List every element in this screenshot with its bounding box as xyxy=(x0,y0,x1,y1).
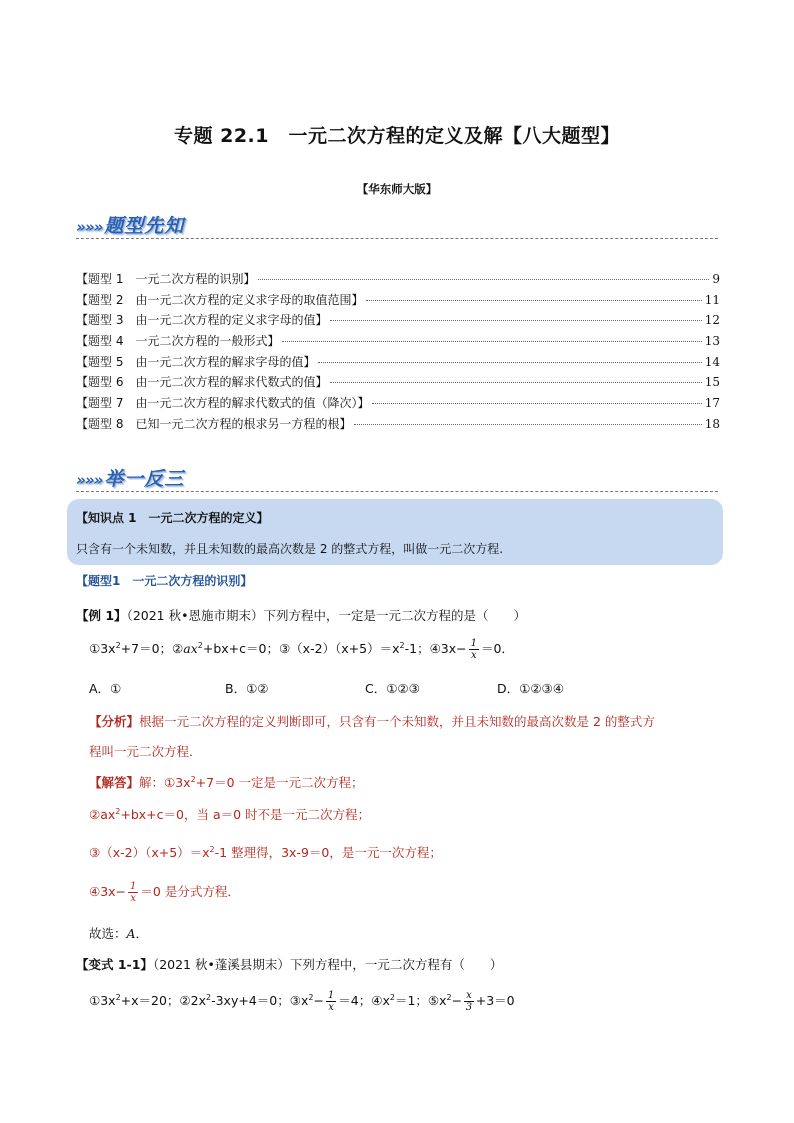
question-type-heading: 【题型1 一元二次方程的识别】 xyxy=(76,574,253,588)
toc-leader xyxy=(372,403,701,404)
analysis-line-1: 【分析】根据一元二次方程的定义判断即可，只含有一个未知数，并且未知数的最高次数是 2 的整式方 xyxy=(89,714,655,729)
banner-label: 题型先知 xyxy=(104,215,185,237)
conclusion-line: 故选：A． xyxy=(89,926,149,941)
fraction: $\frac{1}{x}$ xyxy=(130,881,137,904)
banner-arrows-icon: »»» xyxy=(76,471,103,489)
edition-subtitle: 【华东师大版】 xyxy=(356,182,438,196)
fraction: $\frac{1}{x}$ xyxy=(327,990,335,1013)
page-title: 专题 22.1 一元二次方程的定义及解【八大题型】 xyxy=(174,125,620,147)
toc-item[interactable]: 【题型 6 由一元二次方程的解求代数式的值】 15 xyxy=(76,375,720,390)
toc-item[interactable]: 【题型 2 由一元二次方程的定义求字母的取值范围】 11 xyxy=(76,292,720,307)
toc-leader xyxy=(354,424,701,425)
knowledge-body: 只含有一个未知数，并且未知数的最高次数是 2 的整式方程，叫做一元二次方程. xyxy=(76,542,504,556)
example-source: （2021 秋•恩施市期末）下列方程中，一定是一元二次方程的是（ ） xyxy=(126,608,526,623)
table-of-contents xyxy=(76,270,720,436)
section-divider xyxy=(76,238,718,239)
toc-item[interactable]: 【题型 3 由一元二次方程的定义求字母的值】 12 xyxy=(76,313,720,328)
choice-c[interactable]: C．①②③ xyxy=(365,681,420,696)
section-divider xyxy=(76,491,718,492)
answer-tag: 【解答】 xyxy=(89,775,140,790)
toc-leader xyxy=(282,341,701,342)
variant-source: （2021 秋•蓬溪县期末）下列方程中，一元二次方程有（ ） xyxy=(152,957,503,972)
answer-line-1: 【解答】解：$①3x^2+7=0$ 一定是一元二次方程； xyxy=(89,774,364,790)
toc-item[interactable]: 【题型 7 由一元二次方程的解求代数式的值（降次）】 17 xyxy=(76,396,720,411)
variant-label: 【变式 1-1】 xyxy=(76,957,153,972)
analysis-line-2: 程叫一元二次方程． xyxy=(89,744,202,759)
example-label: 【例 1】 xyxy=(76,608,127,623)
choice-a[interactable]: A．① xyxy=(89,681,122,696)
answer-line-2: $②ax^2+bx+c=0$，当 a＝0 时不是一元二次方程； xyxy=(89,806,371,822)
toc-leader xyxy=(330,382,701,383)
analysis-tag: 【分析】 xyxy=(89,714,140,729)
choice-b[interactable]: B．①② xyxy=(225,681,269,696)
section-banner-overview xyxy=(76,211,184,237)
variant-1-1-question xyxy=(76,955,502,973)
knowledge-title: 【知识点 1 一元二次方程的定义】 xyxy=(76,511,269,525)
answer-line-4: ④3x− $\frac{1}{x}$ ＝0 是分式方程． xyxy=(89,881,240,904)
banner-label: 举一反三 xyxy=(104,468,185,490)
toc-leader xyxy=(366,300,701,301)
fraction: $\frac{x}{3}$ xyxy=(465,990,473,1013)
answer-line-3: $③(x-2)(x+5)=x^2-1$ 整理得，3x-9＝0，是一元一次方程； xyxy=(89,844,442,860)
example-1-question xyxy=(76,606,526,624)
toc-item[interactable]: 【题型 4 一元二次方程的一般形式】 13 xyxy=(76,334,720,349)
banner-arrows-icon: »»» xyxy=(76,218,103,236)
choice-d[interactable]: D．①②③④ xyxy=(497,681,564,696)
toc-item[interactable]: 【题型 5 由一元二次方程的解求字母的值】 14 xyxy=(76,354,720,369)
toc-leader xyxy=(330,320,701,321)
toc-item[interactable]: 【题型 8 已知一元二次方程的根求另一方程的根】 18 xyxy=(76,416,720,431)
variant-1-1-equations: $①3x^2+x=20$；$②2x^2-3xy+4=0$；$③x^2-$ $\frac{1}{x}$ ＝4；$④x^2=1$；$⑤x^2-$ $\frac{x}{3}$ +3＝0 xyxy=(89,990,515,1013)
section-banner-practice xyxy=(76,464,184,490)
toc-leader xyxy=(258,279,709,280)
toc-item[interactable]: 【题型 1 一元二次方程的识别】 9 xyxy=(76,272,720,286)
example-1-equations: $①3x^2+7=0$；$②ax^2+bx+c=0$；$③(x-2)(x+5)=x^2-1$；④3x− $\frac{1}{x}$ ＝0． xyxy=(89,638,514,661)
fraction: $\frac{1}{x}$ xyxy=(470,638,477,661)
toc-leader xyxy=(318,362,701,363)
